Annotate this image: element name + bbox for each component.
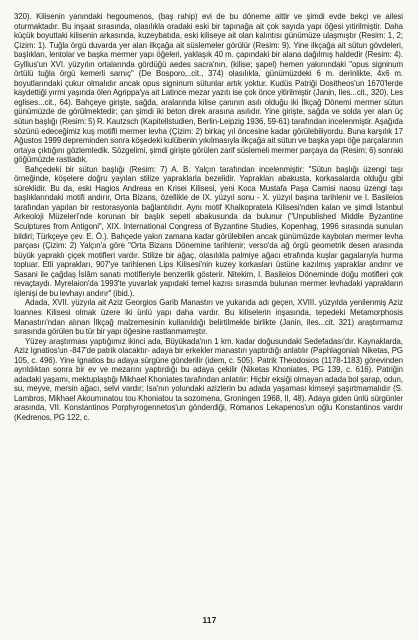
paragraph-1: 320). Kilisenin yanındaki hegoumenos, (baş rahip) evi de bu döneme aittir ve şimdi evde bekçi ve ailesi oturmaktadır. Bu inşaat sırasında, olasılıkla oradaki eski bir tapınağa ait çok sayıda yapı öğesi yıtirilmiştir. Daha küçük boyuttaki kilisenin arkasında, kuzeybatıda, eski kiliseye ait olan kalıntısı günümüze ulaşmıştır (Resim: 1, 2; Çizim: 1). Tuğla örgü duvarda yer alan ilkçağa ait süslemeler görülür (Resim: 9). Yine ilkçağa ait sütun gövdeleri, başlıkları, lentolar ve başka mermer yapı öğeleri, yaklaşık 40 m. çapındaki bir alana dağılmış haldedir (Resim: 4). Gyllius'un XVI. yüzyılın ortalarında gördüğü aedes sacra'nın, (kilise; şapel) hemen yakınındaki "opus signinum örtülü tuğla örgü kemerli sarnıç" (De Bosporo,..cit., 374) olasılıkla, günümüzdeki 6 m. derinlikte, 4x6 m. boyutlarındaki çukur olmalıdır ancak opus signinum sütunlar artık yoktur. Kudüs Patriği Dositheos'un 1670'lerde kaydettiği yırmi yaşında ölen Agrippa'ya ait Latince mezar yazıtı ise çok önce yitirilmiştir (Janin, Iles...cit., 320). Les eglises...cit., 64). Bahçeye girişte, sağda, aralarında kilise çanının asılı olduğu iki İlkçağ Dönemi mermer sütun günümüzde de görülmektedir; çan şimdi iki beton direk arasına asılıdır. Yine girişte, sağda ve solda yer alan üç sütun başlığı (Resim: 5) R. Kautzsch (Kapitellstudien, Berlin-Leipzig 1936, 59-61) tarafından incelenmiştir. Aşağıda sözünü edeceğimiz kuş motifli mermer levha (Çizim: 2) birkaç yıl öncesine kadar görülebiliyordu. Buna karşılık 17 Ağustos 1999 depreminden sonra köşedeki kulübenin yıkılmasıyla ilkçağa ait sütun ve başka yapı öğe parçalarının ortaya çıktığını gözlemledik. Sözgelimi, şimdi girişte görülen zarif süslemeli mermer parçaya da (Resim: 6) sonraki göğümüzde rastladık. (14, 12, 403, 165)
page-number: 117 (202, 616, 217, 625)
paragraph-4: Yüzey araştırması yaptığımız ikinci ada, Büyükada'nın 1 km. kadar doğusundaki Sedefadası'dır. Kaynaklarda, Aziz Ignatios'un -847'de patrik olacaktır- adaya bir erkekler manastırı yaptırdığı anlatılır (Paphlagonialı Niketas, PG 105, c. 496). Yine Ignatios bu adaya sürgüne gönderilir (idem, c. 505). Patrik Theodosios (1178-1183) görevinden ayrıldıktan sonra bir ev ve mezarını yaptırdığı bu adaya çekilir (Niketas Khoniates, PG 139, c. 616). Patriğin adadaki yaşamı, mektuplaştığı Mikhael Khoniates tarafından anlatılır: Hiçbir eksiği olmayan adada bol şarap, odun, su, meyve, mersin ağacı, selvi vardır; Isa'nın yolundaki azizlerin bu adada yaşaması kimseyi şaşırtmamalıdır (S. Lambros, Mikhael Akoumınatou tou Khoniatou ta sozomena, Groningen 1968, II, 48). Adaya giden ünlü sürgünler arasında, VII. Konstantinos Porphyrogennetos'un gönderdiği, Romanos Lekapenos'un oğlu Konstantinos vardır (Kedrenos, PG 122, c. (14, 336, 403, 422)
body-text (14, 12, 403, 423)
paragraph-3: Adada, XVII. yüzyıla ait Aziz Georgios Garib Manastırı ve yukarıda adı geçen, XVIII. yüzyılda yenilenmiş Aziz Ioannes Kilisesi olmak üzere iki ünlü yapı daha vardır. Bu kiliselerin inşasında, tepedeki Metamorphosis Manastırı'ndan alınan İlkçağ malzemesinin kullanıldığı belirtilmekle birlikte (Janin, Iles...cit. 321) araştırmamız sırasında görülen bu tür bir yapı öğesine rastlanmamıştır. (14, 298, 403, 337)
paragraph-2: Bahçedeki bir sütun başlığı (Resim: 7) A. B. Yalçın tarafından incelenmiştir: "Sütun başlığı üzengi taşı örneğinde, köşelere doğru yayılan stilize yapraklarla bezelidir. Yaprakları abakusta, korkasalarda olduğu gibi süreklidir. Bu da, eski Hagios Andreas en Krisei Kilisesi, yeni Koca Mustafa Paşa Camisi naosu üzengi taşı başlıklarındaki motifi andırır, Orta Bizans, özellikle de IX. yüzyıl sonu - X. yüzyıl başına tarihlenir ve I. Basileios tarafından yapılan bir restorasyonla bağlantılıdır. Aynı motif Khalkopratela Kilisesi'nden kalan ve şimdi İstanbul Arkeoloji Müzeleri'nde korunan bir başlık sepeti abakusunda da bulunur ("Unpublished Middle Byzantine Sculptures from Antigoni", XIX. International Congress of Byzantine Studies, Kopenhag, 1996 sırasında sunulan bildiri; Türkçeye çev. E. Ö.). Bahçede yakın zamana kadar görülebilen ancak günümüzde kaybolan mermer levha parçası (Çizim: 2) Yalçın'a göre "Orta Bizans Dönemine tarihlenir; verso'da ağ örgü geometrik desen arasında büyük yapraklı çiçek motifleri vardır. Stilize bir ağaç, olasılıkla palmiye ağacı etrafında kuşlar gagalarıyla hurma topluar. Etli yaprakları, 907'ye tarihlenen Lips Kilisesi'nin kuzey korkasları üstüne kazılmış yapraklar andırır ve Sasani ile çağdaş İslâm sanatı motifleriyle benzerlik gösterir. Nitekim, I. Basileios Döneminde doğu motifleri çok revaçtaydı. Myrelaion'da 1993'te yuvarlak yapıdaki temel kazısı sırasında bulunan mermer levhadaki yaprakların işlenişi de bu levhayı andırır" (ibid.). (14, 164, 403, 298)
